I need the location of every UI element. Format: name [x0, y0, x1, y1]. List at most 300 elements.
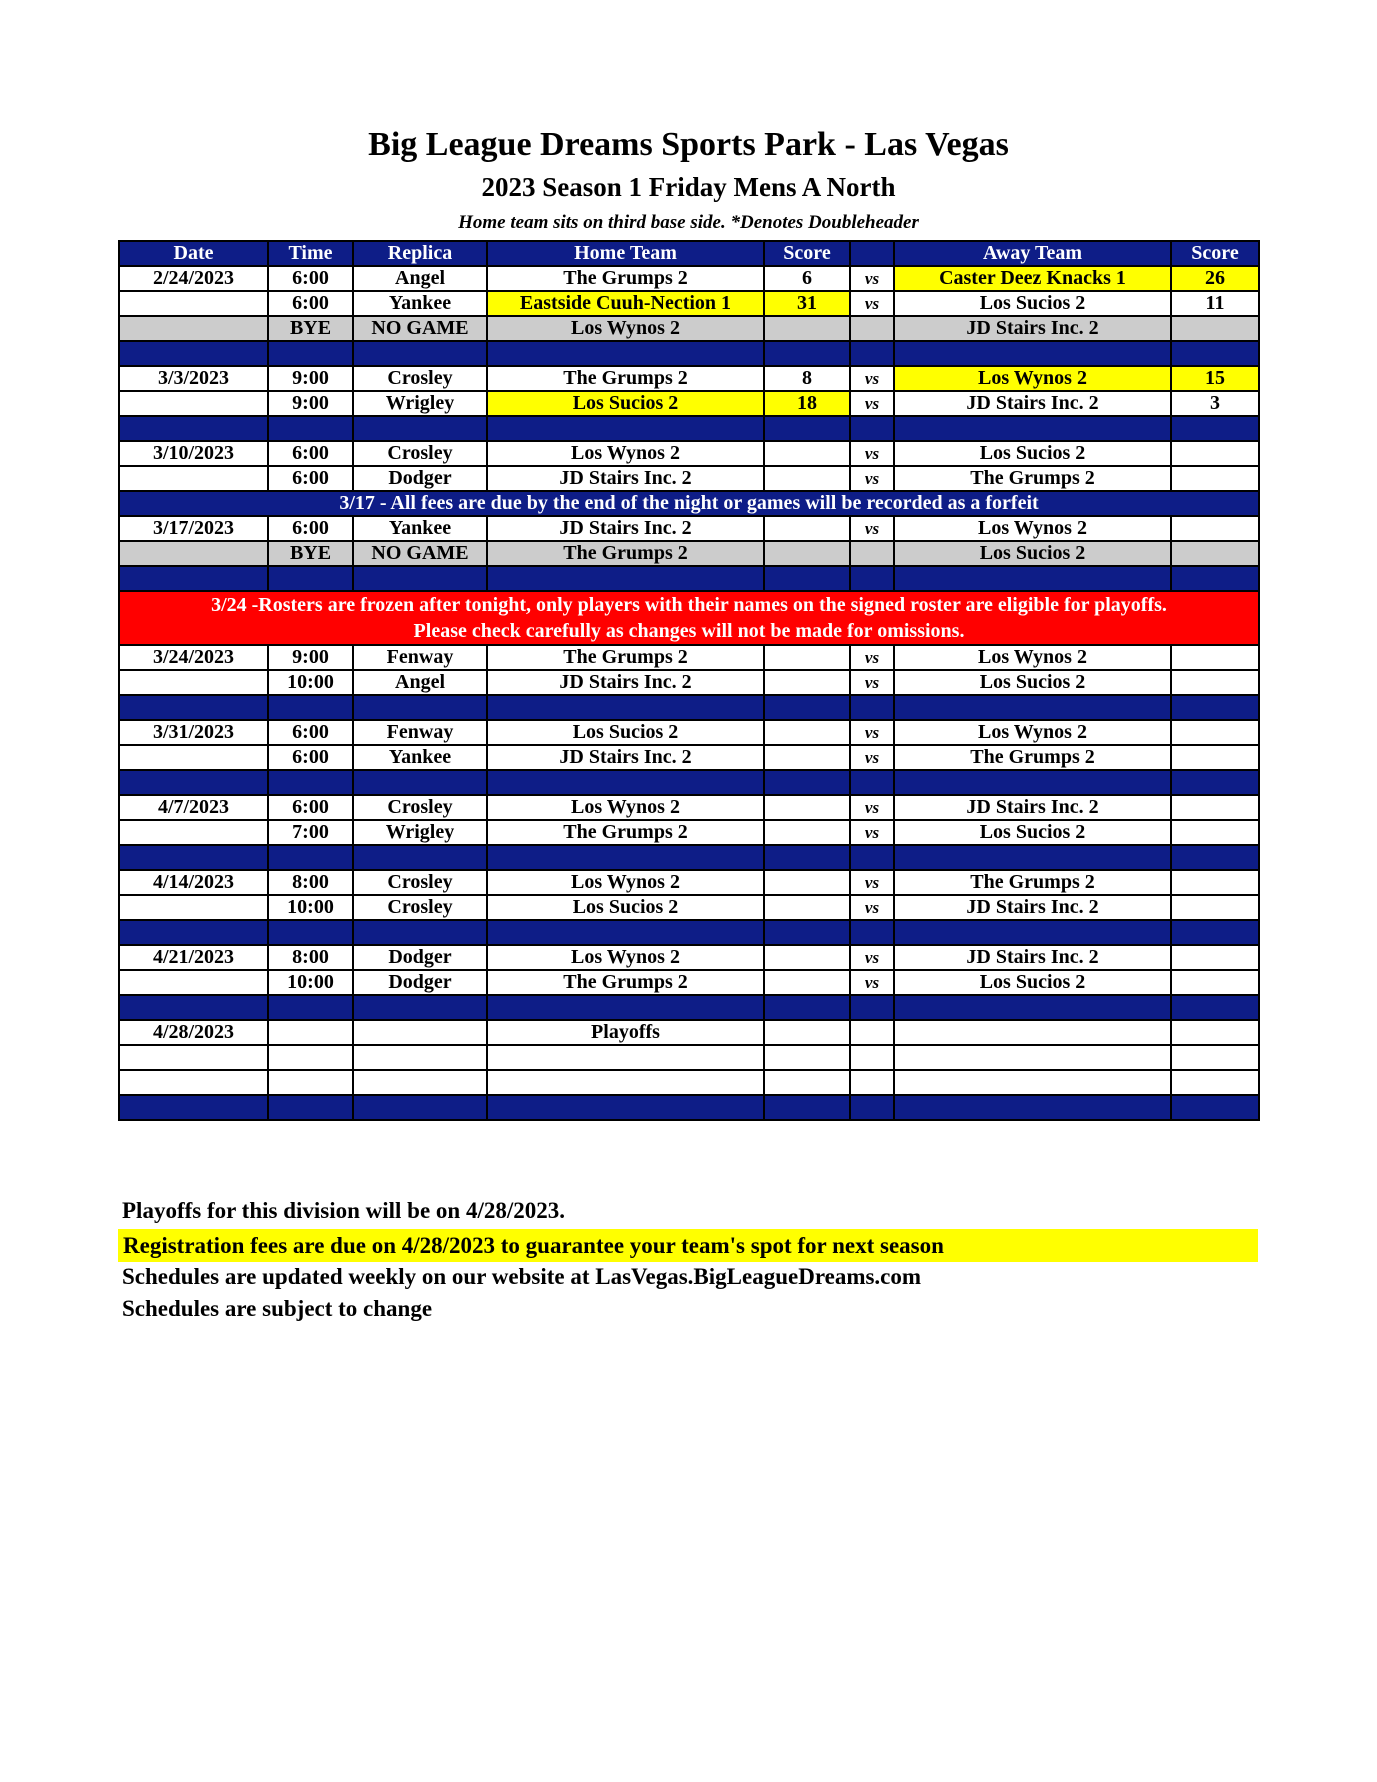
separator-cell [850, 1095, 894, 1120]
empty-cell [1171, 1020, 1259, 1045]
separator-cell [119, 341, 268, 366]
field-cell: Crosley [353, 441, 487, 466]
home-team-cell: JD Stairs Inc. 2 [487, 745, 764, 770]
separator-row [119, 770, 1259, 795]
column-header: Score [764, 241, 850, 266]
away-score-cell [1171, 795, 1259, 820]
home-score-cell [764, 316, 850, 341]
game-row [119, 820, 1259, 845]
alert-cell [119, 591, 1259, 645]
time-cell: 8:00 [268, 870, 353, 895]
empty-cell [1171, 1045, 1259, 1070]
away-team-cell: JD Stairs Inc. 2 [894, 795, 1171, 820]
home-team-cell: The Grumps 2 [487, 366, 764, 391]
page-note: Home team sits on third base side. *Denotes Doubleheader [458, 212, 919, 233]
empty-cell [268, 1045, 353, 1070]
empty-cell [764, 1070, 850, 1095]
separator-cell [764, 995, 850, 1020]
separator-cell [268, 770, 353, 795]
time-cell: BYE [268, 316, 353, 341]
away-team-cell: JD Stairs Inc. 2 [894, 945, 1171, 970]
separator-cell [487, 845, 764, 870]
away-score-cell: 26 [1171, 266, 1259, 291]
alert-row [119, 591, 1259, 645]
field-cell: Crosley [353, 870, 487, 895]
vs-cell: vs [850, 645, 894, 670]
time-cell: 7:00 [268, 820, 353, 845]
empty-cell [1171, 1070, 1259, 1095]
home-team-cell: JD Stairs Inc. 2 [487, 670, 764, 695]
home-score-cell [764, 466, 850, 491]
separator-cell [764, 770, 850, 795]
separator-cell [353, 770, 487, 795]
separator-cell [850, 920, 894, 945]
separator-cell [268, 341, 353, 366]
empty-cell [764, 1045, 850, 1070]
date-cell: 4/28/2023 [119, 1020, 268, 1045]
date-cell: 4/14/2023 [119, 870, 268, 895]
separator-row [119, 341, 1259, 366]
time-cell: 9:00 [268, 645, 353, 670]
home-score-cell: 31 [764, 291, 850, 316]
home-team-cell: The Grumps 2 [487, 820, 764, 845]
game-row [119, 441, 1259, 466]
away-score-cell: 15 [1171, 366, 1259, 391]
separator-cell [1171, 695, 1259, 720]
separator-cell [764, 695, 850, 720]
game-row [119, 870, 1259, 895]
vs-cell: vs [850, 795, 894, 820]
field-cell: Dodger [353, 945, 487, 970]
home-score-cell [764, 820, 850, 845]
separator-cell [487, 566, 764, 591]
schedule-table [118, 240, 1260, 1121]
separator-cell [353, 1095, 487, 1120]
away-team-cell: JD Stairs Inc. 2 [894, 391, 1171, 416]
empty-cell [894, 1020, 1171, 1045]
field-cell: Crosley [353, 895, 487, 920]
vs-cell: vs [850, 720, 894, 745]
separator-row [119, 995, 1259, 1020]
footer-playoffs: Playoffs for this division will be on 4/28/2023. [122, 1198, 566, 1223]
vs-cell: vs [850, 945, 894, 970]
separator-cell [1171, 995, 1259, 1020]
away-team-cell: The Grumps 2 [894, 745, 1171, 770]
separator-cell [764, 845, 850, 870]
vs-cell [850, 316, 894, 341]
home-score-cell [764, 645, 850, 670]
time-cell: 9:00 [268, 391, 353, 416]
vs-cell: vs [850, 670, 894, 695]
footer-website: Schedules are updated weekly on our website at LasVegas.BigLeagueDreams.com [122, 1264, 922, 1289]
empty-cell [487, 1070, 764, 1095]
away-score-cell [1171, 945, 1259, 970]
game-row [119, 366, 1259, 391]
page-subtitle: 2023 Season 1 Friday Mens A North [481, 172, 896, 202]
separator-row [119, 416, 1259, 441]
separator-cell [894, 995, 1171, 1020]
notice-text: 3/17 - All fees are due by the end of the night or games will be recorded as a forfeit [119, 491, 1259, 516]
home-team-cell: Eastside Cuuh-Nection 1 [487, 291, 764, 316]
time-cell: 6:00 [268, 266, 353, 291]
separator-row [119, 845, 1259, 870]
away-score-cell [1171, 516, 1259, 541]
empty-row [119, 1070, 1259, 1095]
separator-cell [764, 1095, 850, 1120]
time-cell: 6:00 [268, 466, 353, 491]
empty-cell [850, 1045, 894, 1070]
date-cell [119, 316, 268, 341]
separator-cell [268, 920, 353, 945]
separator-cell [119, 566, 268, 591]
home-team-cell: The Grumps 2 [487, 645, 764, 670]
separator-cell [353, 416, 487, 441]
column-header: Score [1171, 241, 1259, 266]
vs-cell: vs [850, 745, 894, 770]
time-cell: 10:00 [268, 895, 353, 920]
date-cell [119, 820, 268, 845]
home-team-cell: Los Wynos 2 [487, 441, 764, 466]
date-cell: 3/17/2023 [119, 516, 268, 541]
game-row [119, 895, 1259, 920]
field-cell: Wrigley [353, 391, 487, 416]
separator-row [119, 920, 1259, 945]
vs-cell: vs [850, 291, 894, 316]
away-team-cell: Los Wynos 2 [894, 645, 1171, 670]
home-team-cell: The Grumps 2 [487, 266, 764, 291]
game-row [119, 466, 1259, 491]
empty-cell [894, 1070, 1171, 1095]
separator-cell [850, 845, 894, 870]
separator-cell [353, 845, 487, 870]
away-team-cell: Los Wynos 2 [894, 720, 1171, 745]
home-team-cell: Los Sucios 2 [487, 391, 764, 416]
alert-line: 3/24 -Rosters are frozen after tonight, only players with their names on the signed roster are eligible for playoffs. [211, 594, 1167, 616]
home-score-cell: 8 [764, 366, 850, 391]
separator-cell [764, 566, 850, 591]
time-cell [268, 1020, 353, 1045]
game-row [119, 516, 1259, 541]
separator-cell [894, 1095, 1171, 1120]
separator-cell [1171, 770, 1259, 795]
separator-cell [353, 566, 487, 591]
field-cell: Yankee [353, 516, 487, 541]
vs-cell: vs [850, 820, 894, 845]
home-team-cell: Los Wynos 2 [487, 945, 764, 970]
vs-cell: vs [850, 895, 894, 920]
away-score-cell [1171, 970, 1259, 995]
separator-cell [894, 770, 1171, 795]
time-cell: 6:00 [268, 795, 353, 820]
field-cell [353, 1020, 487, 1045]
separator-cell [1171, 566, 1259, 591]
date-cell: 3/10/2023 [119, 441, 268, 466]
date-cell [119, 895, 268, 920]
separator-cell [1171, 341, 1259, 366]
field-cell: Fenway [353, 645, 487, 670]
field-cell: Wrigley [353, 820, 487, 845]
vs-cell: vs [850, 391, 894, 416]
separator-cell [487, 770, 764, 795]
field-cell: Crosley [353, 366, 487, 391]
home-score-cell [764, 516, 850, 541]
date-cell: 3/24/2023 [119, 645, 268, 670]
game-row [119, 795, 1259, 820]
empty-cell [119, 1070, 268, 1095]
separator-cell [353, 995, 487, 1020]
away-team-cell: The Grumps 2 [894, 870, 1171, 895]
home-score-cell: 6 [764, 266, 850, 291]
home-score-cell [764, 895, 850, 920]
field-cell: Crosley [353, 795, 487, 820]
away-score-cell [1171, 316, 1259, 341]
separator-cell [764, 416, 850, 441]
home-team-cell: JD Stairs Inc. 2 [487, 466, 764, 491]
separator-cell [894, 695, 1171, 720]
game-row [119, 945, 1259, 970]
column-header: Time [268, 241, 353, 266]
vs-cell: vs [850, 516, 894, 541]
field-cell: Yankee [353, 291, 487, 316]
home-score-cell [764, 541, 850, 566]
away-team-cell: Los Sucios 2 [894, 970, 1171, 995]
separator-cell [894, 566, 1171, 591]
separator-cell [850, 341, 894, 366]
field-cell: Angel [353, 670, 487, 695]
separator-cell [850, 770, 894, 795]
column-header: Date [119, 241, 268, 266]
date-cell [119, 970, 268, 995]
playoff-row [119, 1020, 1259, 1045]
empty-cell [353, 1045, 487, 1070]
separator-cell [268, 1095, 353, 1120]
separator-cell [1171, 416, 1259, 441]
separator-cell [487, 341, 764, 366]
empty-cell [353, 1070, 487, 1095]
game-row [119, 745, 1259, 770]
separator-cell [894, 416, 1171, 441]
separator-cell [487, 695, 764, 720]
away-team-cell: Los Sucios 2 [894, 541, 1171, 566]
home-score-cell [764, 720, 850, 745]
vs-cell: vs [850, 970, 894, 995]
time-cell: 6:00 [268, 291, 353, 316]
table-header-row [119, 241, 1259, 266]
separator-cell [119, 1095, 268, 1120]
away-score-cell [1171, 870, 1259, 895]
separator-cell [850, 566, 894, 591]
column-header [850, 241, 894, 266]
empty-cell [487, 1045, 764, 1070]
away-score-cell [1171, 895, 1259, 920]
separator-cell [268, 995, 353, 1020]
time-cell: 8:00 [268, 945, 353, 970]
date-cell: 2/24/2023 [119, 266, 268, 291]
column-header: Away Team [894, 241, 1171, 266]
away-score-cell [1171, 670, 1259, 695]
home-team-cell: Los Sucios 2 [487, 720, 764, 745]
date-cell: 4/7/2023 [119, 795, 268, 820]
away-score-cell [1171, 541, 1259, 566]
vs-cell [850, 541, 894, 566]
game-row [119, 970, 1259, 995]
separator-cell [487, 1095, 764, 1120]
separator-cell [850, 695, 894, 720]
separator-cell [268, 845, 353, 870]
footer-registration: Registration fees are due on 4/28/2023 to guarantee your team's spot for next season [118, 1229, 1258, 1262]
away-score-cell [1171, 466, 1259, 491]
away-team-cell: Los Sucios 2 [894, 670, 1171, 695]
home-score-cell [764, 970, 850, 995]
time-cell: 6:00 [268, 441, 353, 466]
separator-cell [487, 920, 764, 945]
separator-cell [119, 695, 268, 720]
footer-change: Schedules are subject to change [122, 1296, 433, 1321]
home-score-cell [764, 441, 850, 466]
vs-cell: vs [850, 441, 894, 466]
away-score-cell: 3 [1171, 391, 1259, 416]
away-team-cell: JD Stairs Inc. 2 [894, 895, 1171, 920]
vs-cell: vs [850, 870, 894, 895]
page-title: Big League Dreams Sports Park - Las Vegas [368, 126, 1009, 163]
separator-cell [764, 341, 850, 366]
home-team-cell: Los Sucios 2 [487, 895, 764, 920]
empty-row [119, 1045, 1259, 1070]
separator-cell [894, 845, 1171, 870]
separator-cell [268, 416, 353, 441]
field-cell: Dodger [353, 466, 487, 491]
separator-row [119, 1095, 1259, 1120]
separator-cell [119, 770, 268, 795]
away-score-cell [1171, 645, 1259, 670]
separator-cell [268, 566, 353, 591]
field-cell: Dodger [353, 970, 487, 995]
game-row [119, 645, 1259, 670]
away-team-cell: Los Sucios 2 [894, 291, 1171, 316]
vs-cell: vs [850, 266, 894, 291]
field-cell: Fenway [353, 720, 487, 745]
away-team-cell: JD Stairs Inc. 2 [894, 316, 1171, 341]
separator-cell [487, 995, 764, 1020]
alert-line: Please check carefully as changes will not be made for omissions. [413, 620, 965, 642]
date-cell [119, 466, 268, 491]
separator-cell [119, 920, 268, 945]
separator-cell [353, 341, 487, 366]
away-team-cell: Caster Deez Knacks 1 [894, 266, 1171, 291]
home-score-cell [764, 745, 850, 770]
field-cell: NO GAME [353, 541, 487, 566]
separator-cell [1171, 1095, 1259, 1120]
game-row [119, 266, 1259, 291]
empty-cell [268, 1070, 353, 1095]
empty-cell [850, 1070, 894, 1095]
home-team-cell: Los Wynos 2 [487, 316, 764, 341]
separator-cell [119, 845, 268, 870]
away-score-cell [1171, 820, 1259, 845]
separator-cell [850, 995, 894, 1020]
date-cell [119, 745, 268, 770]
date-cell [119, 670, 268, 695]
away-team-cell: Los Wynos 2 [894, 516, 1171, 541]
separator-row [119, 695, 1259, 720]
home-score-cell [764, 795, 850, 820]
time-cell: 9:00 [268, 366, 353, 391]
bye-row [119, 541, 1259, 566]
separator-cell [894, 341, 1171, 366]
vs-cell: vs [850, 366, 894, 391]
empty-cell [764, 1020, 850, 1045]
bye-row [119, 316, 1259, 341]
empty-cell [894, 1045, 1171, 1070]
time-cell: 6:00 [268, 745, 353, 770]
home-team-cell: Los Wynos 2 [487, 870, 764, 895]
game-row [119, 670, 1259, 695]
home-score-cell [764, 945, 850, 970]
away-score-cell: 11 [1171, 291, 1259, 316]
time-cell: 6:00 [268, 720, 353, 745]
away-team-cell: The Grumps 2 [894, 466, 1171, 491]
away-team-cell: Los Sucios 2 [894, 441, 1171, 466]
time-cell: 6:00 [268, 516, 353, 541]
home-team-cell: Los Wynos 2 [487, 795, 764, 820]
time-cell: BYE [268, 541, 353, 566]
home-team-cell: JD Stairs Inc. 2 [487, 516, 764, 541]
away-score-cell [1171, 745, 1259, 770]
date-cell: 4/21/2023 [119, 945, 268, 970]
separator-cell [487, 416, 764, 441]
separator-cell [1171, 920, 1259, 945]
playoff-label: Playoffs [487, 1020, 764, 1045]
separator-cell [764, 920, 850, 945]
home-score-cell: 18 [764, 391, 850, 416]
time-cell: 10:00 [268, 670, 353, 695]
separator-cell [353, 695, 487, 720]
home-team-cell: The Grumps 2 [487, 970, 764, 995]
empty-cell [119, 1045, 268, 1070]
separator-cell [1171, 845, 1259, 870]
game-row [119, 291, 1259, 316]
home-team-cell: The Grumps 2 [487, 541, 764, 566]
date-cell: 3/3/2023 [119, 366, 268, 391]
separator-cell [119, 995, 268, 1020]
away-team-cell: Los Sucios 2 [894, 820, 1171, 845]
column-header: Home Team [487, 241, 764, 266]
date-cell [119, 291, 268, 316]
date-cell: 3/31/2023 [119, 720, 268, 745]
separator-cell [894, 920, 1171, 945]
vs-cell: vs [850, 466, 894, 491]
home-score-cell [764, 870, 850, 895]
home-score-cell [764, 670, 850, 695]
separator-row [119, 566, 1259, 591]
away-score-cell [1171, 441, 1259, 466]
game-row [119, 391, 1259, 416]
field-cell: Yankee [353, 745, 487, 770]
away-team-cell: Los Wynos 2 [894, 366, 1171, 391]
date-cell [119, 391, 268, 416]
field-cell: Angel [353, 266, 487, 291]
away-score-cell [1171, 720, 1259, 745]
separator-cell [119, 416, 268, 441]
column-header: Replica [353, 241, 487, 266]
separator-cell [353, 920, 487, 945]
time-cell: 10:00 [268, 970, 353, 995]
date-cell [119, 541, 268, 566]
separator-cell [268, 695, 353, 720]
game-row [119, 720, 1259, 745]
separator-cell [850, 416, 894, 441]
notice-row [119, 491, 1259, 516]
